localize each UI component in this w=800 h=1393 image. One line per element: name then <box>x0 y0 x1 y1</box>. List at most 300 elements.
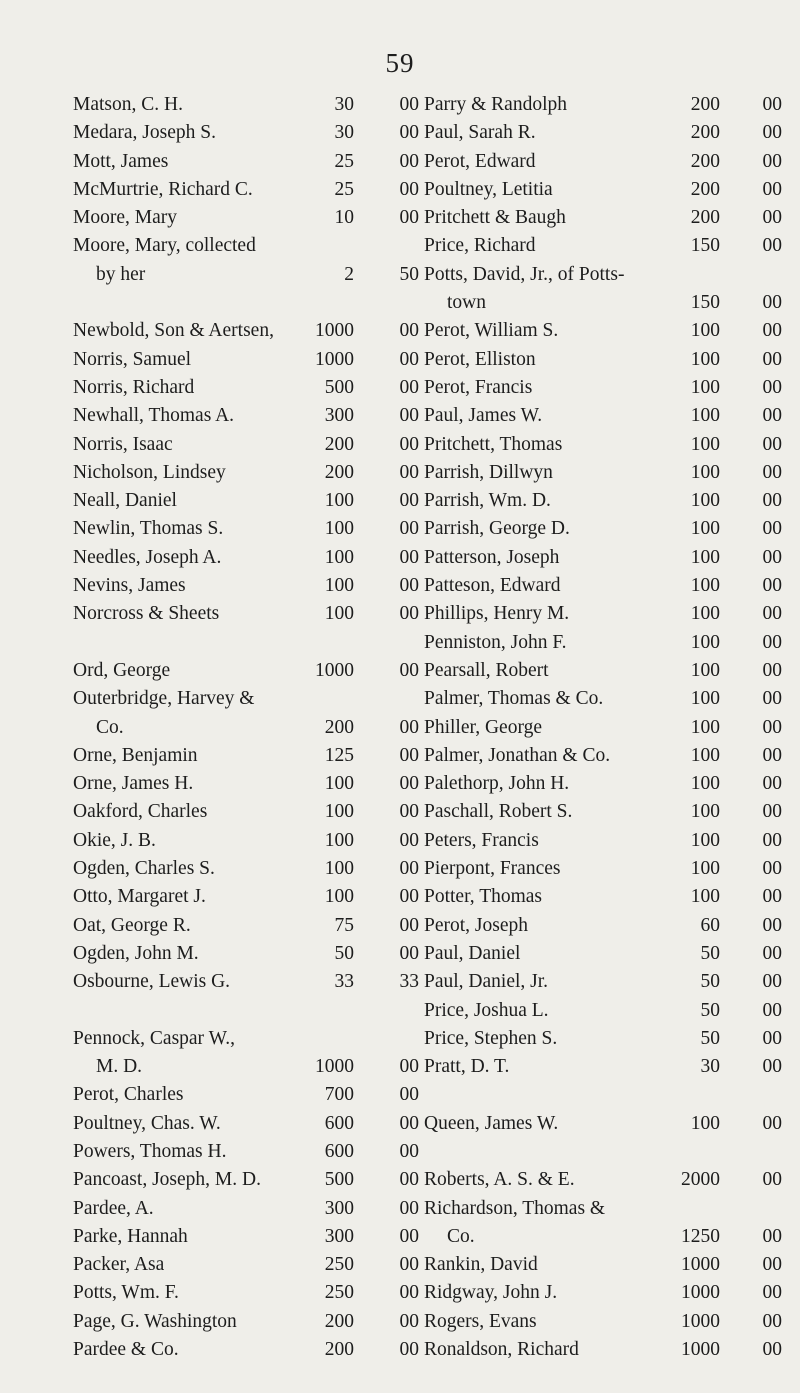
entry-cents: 00 <box>762 207 782 229</box>
entry-dollars: 1000 <box>681 1254 720 1276</box>
entry-cents: 00 <box>762 801 782 823</box>
entry-cents: 00 <box>399 94 419 115</box>
entry-cents: 00 <box>399 801 419 823</box>
section-gap <box>73 289 419 317</box>
entry-dollars: 100 <box>324 801 354 823</box>
entry-dollars: 33 <box>334 971 354 993</box>
entry-cents: 00 <box>762 942 782 964</box>
entry-name: Peters, Francis <box>424 829 539 851</box>
entry-dollars: 500 <box>324 1169 354 1191</box>
entry-name: Parrish, Wm. D. <box>424 490 551 512</box>
entry-dollars: 200 <box>324 433 354 455</box>
entry-name: Nicholson, Lindsey <box>73 461 226 483</box>
ledger-entry <box>424 91 782 119</box>
entry-name: Pancoast, Joseph, M. D. <box>73 1169 261 1191</box>
entry-name: Norcross & Sheets <box>73 603 220 625</box>
entry-name: Perot, Elliston <box>424 348 536 370</box>
entry-name: Price, Richard <box>424 235 536 257</box>
ledger-entry <box>73 176 419 204</box>
entry-name: Paul, James W. <box>424 405 543 427</box>
entry-dollars: 100 <box>690 744 720 766</box>
ledger-entry <box>424 204 782 232</box>
entry-dollars: 2000 <box>681 1169 720 1191</box>
entry-dollars: 100 <box>690 829 720 851</box>
ledger-entry <box>73 968 419 996</box>
ledger-entry <box>73 883 419 911</box>
entry-cents: 00 <box>399 178 419 200</box>
entry-cents: 00 <box>399 546 419 568</box>
entry-cents: 00 <box>762 292 782 314</box>
entry-name: Perot, Charles <box>73 1084 184 1106</box>
entry-cents: 00 <box>399 207 419 229</box>
ledger-entry <box>73 515 419 543</box>
ledger-entry <box>73 1279 419 1307</box>
entry-name: Richardson, Thomas & <box>424 1197 606 1219</box>
ledger-entry <box>73 827 419 855</box>
entry-cents: 00 <box>399 1197 419 1219</box>
entry-dollars: 200 <box>690 178 720 200</box>
entry-name: Needles, Joseph A. <box>73 546 222 568</box>
ledger-entry <box>424 317 782 345</box>
entry-dollars: 100 <box>324 858 354 880</box>
entry-name: Nevins, James <box>73 575 186 597</box>
entry-cents: 00 <box>762 150 782 172</box>
entry-name: Price, Joshua L. <box>424 999 549 1021</box>
entry-cents: 00 <box>399 1254 419 1276</box>
entry-name: Otto, Margaret J. <box>73 886 206 908</box>
ledger-entry <box>424 714 782 742</box>
ledger-entry <box>73 714 419 742</box>
right-column <box>424 91 782 1364</box>
ledger-entry <box>424 572 782 600</box>
entry-cents: 00 <box>762 405 782 427</box>
entry-dollars: 200 <box>690 207 720 229</box>
ledger-entry <box>424 940 782 968</box>
entry-name: Paul, Sarah R. <box>424 122 536 144</box>
entry-cents: 00 <box>762 716 782 738</box>
entry-cents: 00 <box>762 858 782 880</box>
entry-dollars: 50 <box>700 1027 720 1049</box>
entry-name: Page, G. Washington <box>73 1310 237 1332</box>
entry-dollars: 1000 <box>315 320 354 342</box>
ledger-entry <box>73 1308 419 1336</box>
entry-dollars: 500 <box>324 376 354 398</box>
entry-dollars: 30 <box>334 122 354 144</box>
section-gap <box>424 1081 782 1109</box>
entry-name: Paul, Daniel, Jr. <box>424 971 549 993</box>
entry-name: Perot, William S. <box>424 320 559 342</box>
entry-dollars: 100 <box>690 659 720 681</box>
entry-dollars: 100 <box>324 886 354 908</box>
entry-dollars: 100 <box>690 631 720 653</box>
ledger-entry <box>424 431 782 459</box>
entry-cents: 00 <box>399 744 419 766</box>
entry-dollars: 75 <box>334 914 354 936</box>
entry-cents: 00 <box>762 1254 782 1276</box>
ledger-entry <box>73 1195 419 1223</box>
entry-name: Neall, Daniel <box>73 490 177 512</box>
ledger-entry <box>424 1025 782 1053</box>
ledger-entry <box>73 1336 419 1364</box>
entry-name: Roberts, A. S. & E. <box>424 1169 575 1191</box>
ledger-entry <box>424 261 782 289</box>
entry-dollars: 200 <box>324 716 354 738</box>
entry-name: Pardee, A. <box>73 1197 154 1219</box>
entry-cents: 00 <box>762 1112 782 1134</box>
ledger-entry <box>73 317 419 345</box>
entry-name: Ogden, John M. <box>73 942 199 964</box>
entry-dollars: 300 <box>324 1225 354 1247</box>
ledger-entry <box>73 402 419 430</box>
entry-name: Potts, Wm. F. <box>73 1282 179 1304</box>
entry-dollars: 100 <box>690 716 720 738</box>
entry-cents: 00 <box>399 490 419 512</box>
entry-name: Potter, Thomas <box>424 886 543 908</box>
entry-name: Price, Stephen S. <box>424 1027 558 1049</box>
entry-cents: 00 <box>762 886 782 908</box>
entry-cents: 00 <box>399 518 419 540</box>
entry-name: Perot, Joseph <box>424 914 528 936</box>
entry-name: Parrish, Dillwyn <box>424 461 553 483</box>
ledger-entry <box>73 1053 419 1081</box>
entry-cents: 00 <box>399 122 419 144</box>
entry-cents: 00 <box>399 773 419 795</box>
entry-dollars: 200 <box>324 1339 354 1361</box>
entry-cents: 33 <box>399 971 419 993</box>
entry-cents: 00 <box>762 1282 782 1304</box>
entry-cents: 00 <box>399 433 419 455</box>
entry-cents: 00 <box>399 1310 419 1332</box>
entry-name: Co. <box>96 716 124 738</box>
entry-dollars: 100 <box>690 773 720 795</box>
section-gap <box>73 629 419 657</box>
entry-name: Ord, George <box>73 659 171 681</box>
entry-name: Pratt, D. T. <box>424 1056 510 1078</box>
entry-cents: 00 <box>399 376 419 398</box>
entry-dollars: 1000 <box>681 1339 720 1361</box>
entry-name: Packer, Asa <box>73 1254 165 1276</box>
entry-dollars: 2 <box>344 263 354 285</box>
entry-cents: 00 <box>399 858 419 880</box>
entry-name: Palmer, Thomas & Co. <box>424 688 604 710</box>
ledger-entry <box>424 148 782 176</box>
entry-dollars: 1000 <box>681 1282 720 1304</box>
entry-name: Newlin, Thomas S. <box>73 518 224 540</box>
ledger-entry <box>73 374 419 402</box>
entry-name: Matson, C. H. <box>73 94 183 115</box>
ledger-entry <box>424 1223 782 1251</box>
entry-name: Parrish, George D. <box>424 518 570 540</box>
entry-cents: 00 <box>399 1339 419 1361</box>
entry-name: Okie, J. B. <box>73 829 156 851</box>
entry-dollars: 200 <box>324 461 354 483</box>
ledger-entry <box>424 515 782 543</box>
entry-cents: 00 <box>399 1169 419 1191</box>
entry-name: Pierpont, Frances <box>424 858 561 880</box>
entry-cents: 00 <box>762 1027 782 1049</box>
entry-dollars: 100 <box>690 433 720 455</box>
entry-cents: 00 <box>762 603 782 625</box>
entry-name: Norris, Richard <box>73 376 195 398</box>
entry-name: Oakford, Charles <box>73 801 208 823</box>
entry-dollars: 100 <box>690 688 720 710</box>
entry-name: Pritchett & Baugh <box>424 207 566 229</box>
entry-name: Osbourne, Lewis G. <box>73 971 231 993</box>
entry-name: Ridgway, John J. <box>424 1282 558 1304</box>
entry-name: M. D. <box>96 1056 143 1078</box>
ledger-entry <box>424 176 782 204</box>
ledger-entry <box>73 431 419 459</box>
entry-dollars: 100 <box>690 886 720 908</box>
entry-cents: 00 <box>762 744 782 766</box>
entry-dollars: 150 <box>690 235 720 257</box>
ledger-entry <box>73 1025 419 1053</box>
ledger-entry <box>424 1251 782 1279</box>
entry-cents: 00 <box>762 829 782 851</box>
entry-name: Orne, James H. <box>73 773 194 795</box>
entry-cents: 00 <box>399 1140 419 1162</box>
entry-cents: 00 <box>762 94 782 115</box>
ledger-entry <box>73 572 419 600</box>
entry-name: Medara, Joseph S. <box>73 122 216 144</box>
ledger-entry <box>424 487 782 515</box>
entry-name: Ronaldson, Richard <box>424 1339 579 1361</box>
entry-dollars: 50 <box>334 942 354 964</box>
entry-cents: 00 <box>762 575 782 597</box>
entry-name: Ogden, Charles S. <box>73 858 215 880</box>
ledger-entry <box>424 770 782 798</box>
entry-name: Parry & Randolph <box>424 94 567 115</box>
ledger-entry <box>73 1166 419 1194</box>
entry-dollars: 50 <box>700 971 720 993</box>
entry-cents: 00 <box>762 999 782 1021</box>
ledger-entry <box>424 742 782 770</box>
entry-cents: 00 <box>399 716 419 738</box>
entry-cents: 00 <box>762 546 782 568</box>
ledger-entry <box>73 855 419 883</box>
entry-cents: 00 <box>399 150 419 172</box>
ledger-entry <box>424 968 782 996</box>
ledger-entry <box>424 855 782 883</box>
entry-cents: 00 <box>762 348 782 370</box>
entry-dollars: 200 <box>324 1310 354 1332</box>
entry-dollars: 30 <box>700 1056 720 1078</box>
ledger-entry <box>73 148 419 176</box>
entry-name: Poultney, Letitia <box>424 178 553 200</box>
entry-dollars: 300 <box>324 1197 354 1219</box>
entry-dollars: 100 <box>324 603 354 625</box>
entry-cents: 00 <box>762 122 782 144</box>
entry-name: Parke, Hannah <box>73 1225 188 1247</box>
entry-name: Orne, Benjamin <box>73 744 198 766</box>
ledger-entry <box>424 1336 782 1364</box>
entry-cents: 00 <box>399 348 419 370</box>
ledger-entry <box>73 346 419 374</box>
entry-name: Patteson, Edward <box>424 575 561 597</box>
entry-name: Patterson, Joseph <box>424 546 560 568</box>
ledger-entry <box>424 374 782 402</box>
entry-cents: 00 <box>762 631 782 653</box>
entry-name: Penniston, John F. <box>424 631 567 653</box>
entry-dollars: 100 <box>690 376 720 398</box>
ledger-entry <box>73 91 419 119</box>
entry-cents: 00 <box>762 688 782 710</box>
entry-name: Co. <box>447 1225 475 1247</box>
entry-dollars: 200 <box>690 122 720 144</box>
entry-cents: 00 <box>399 1084 419 1106</box>
entry-name: Philler, George <box>424 716 542 738</box>
entry-name: Palmer, Jonathan & Co. <box>424 744 611 766</box>
entry-name: Rankin, David <box>424 1254 538 1276</box>
ledger-entry <box>73 798 419 826</box>
entry-cents: 00 <box>399 405 419 427</box>
ledger-entry <box>73 940 419 968</box>
entry-dollars: 60 <box>700 914 720 936</box>
entry-name: Paschall, Robert S. <box>424 801 573 823</box>
entry-cents: 00 <box>762 235 782 257</box>
ledger-entry <box>424 657 782 685</box>
ledger-entry <box>73 600 419 628</box>
entry-cents: 00 <box>399 320 419 342</box>
entry-dollars: 100 <box>324 575 354 597</box>
entry-name: Newhall, Thomas A. <box>73 405 235 427</box>
ledger-entry <box>424 459 782 487</box>
entry-name: Perot, Edward <box>424 150 536 172</box>
entry-name: McMurtrie, Richard C. <box>73 178 253 200</box>
entry-cents: 00 <box>399 886 419 908</box>
entry-cents: 00 <box>762 1339 782 1361</box>
entry-dollars: 100 <box>690 801 720 823</box>
entry-dollars: 100 <box>690 490 720 512</box>
entry-name: Pritchett, Thomas <box>424 433 563 455</box>
entry-name: Phillips, Henry M. <box>424 603 570 625</box>
ledger-entry <box>424 1166 782 1194</box>
entry-dollars: 100 <box>690 320 720 342</box>
entry-cents: 00 <box>762 1225 782 1247</box>
ledger-entry <box>424 1053 782 1081</box>
entry-name: Palethorp, John H. <box>424 773 570 795</box>
entry-dollars: 100 <box>690 575 720 597</box>
entry-cents: 00 <box>762 518 782 540</box>
entry-name: Norris, Isaac <box>73 433 173 455</box>
entry-cents: 00 <box>399 1282 419 1304</box>
ledger-entry <box>424 119 782 147</box>
entry-dollars: 100 <box>324 773 354 795</box>
ledger-entry <box>73 487 419 515</box>
entry-cents: 00 <box>399 575 419 597</box>
ledger-entry <box>424 544 782 572</box>
page-number: 59 <box>385 48 415 78</box>
entry-dollars: 100 <box>690 1112 720 1134</box>
entry-cents: 00 <box>762 178 782 200</box>
entry-cents: 00 <box>399 914 419 936</box>
entry-name: by her <box>96 263 146 285</box>
ledger-entry <box>73 261 419 289</box>
ledger-entry <box>73 685 419 713</box>
entry-cents: 00 <box>399 1112 419 1134</box>
entry-name: Moore, Mary, collected <box>73 235 256 257</box>
entry-cents: 00 <box>762 1310 782 1332</box>
entry-dollars: 100 <box>324 546 354 568</box>
entry-cents: 00 <box>762 914 782 936</box>
entry-cents: 00 <box>762 659 782 681</box>
entry-name: town <box>447 292 486 314</box>
ledger-entry <box>424 1308 782 1336</box>
section-gap <box>424 1138 782 1166</box>
ledger-entry <box>424 1279 782 1307</box>
ledger-entry <box>424 912 782 940</box>
entry-name: Norris, Samuel <box>73 348 192 370</box>
entry-dollars: 25 <box>334 178 354 200</box>
left-column <box>73 91 419 1364</box>
entry-dollars: 1000 <box>315 348 354 370</box>
entry-name: Potts, David, Jr., of Potts- <box>424 263 625 285</box>
entry-name: Rogers, Evans <box>424 1310 537 1332</box>
entry-dollars: 600 <box>324 1112 354 1134</box>
entry-name: Queen, James W. <box>424 1112 559 1134</box>
entry-dollars: 100 <box>690 348 720 370</box>
ledger-entry <box>73 119 419 147</box>
entry-cents: 00 <box>399 1225 419 1247</box>
entry-cents: 50 <box>399 263 419 285</box>
entry-dollars: 200 <box>690 94 720 115</box>
ledger-entry <box>424 289 782 317</box>
entry-name: Moore, Mary <box>73 207 177 229</box>
entry-dollars: 700 <box>324 1084 354 1106</box>
entry-name: Powers, Thomas H. <box>73 1140 227 1162</box>
ledger-entry <box>73 657 419 685</box>
ledger-entry <box>73 204 419 232</box>
ledger-entry <box>424 629 782 657</box>
entry-cents: 00 <box>762 1056 782 1078</box>
ledger-entry <box>424 685 782 713</box>
entry-dollars: 30 <box>334 94 354 115</box>
entry-dollars: 250 <box>324 1282 354 1304</box>
entry-name: Paul, Daniel <box>424 942 521 964</box>
entry-dollars: 150 <box>690 292 720 314</box>
entry-cents: 00 <box>399 942 419 964</box>
ledger-entry <box>424 232 782 260</box>
ledger-entry <box>73 1110 419 1138</box>
entry-name: Perot, Francis <box>424 376 533 398</box>
entry-cents: 00 <box>399 461 419 483</box>
entry-cents: 00 <box>399 829 419 851</box>
entry-dollars: 50 <box>700 999 720 1021</box>
entry-dollars: 100 <box>690 858 720 880</box>
ledger-entry <box>424 346 782 374</box>
ledger-entry <box>424 1195 782 1223</box>
entry-dollars: 200 <box>690 150 720 172</box>
entry-cents: 00 <box>762 320 782 342</box>
entry-name: Newbold, Son & Aertsen, <box>73 320 274 342</box>
ledger-entry <box>424 798 782 826</box>
entry-name: Pardee & Co. <box>73 1339 179 1361</box>
entry-cents: 00 <box>762 490 782 512</box>
ledger-entry <box>73 544 419 572</box>
entry-dollars: 100 <box>690 518 720 540</box>
ledger-entry <box>73 1223 419 1251</box>
entry-dollars: 100 <box>690 405 720 427</box>
entry-name: Mott, James <box>73 150 169 172</box>
entry-dollars: 1000 <box>315 1056 354 1078</box>
entry-cents: 00 <box>762 376 782 398</box>
entry-dollars: 125 <box>324 744 354 766</box>
entry-cents: 00 <box>762 433 782 455</box>
entry-cents: 00 <box>399 603 419 625</box>
entry-cents: 00 <box>762 773 782 795</box>
section-gap <box>73 997 419 1025</box>
entry-cents: 00 <box>762 1169 782 1191</box>
